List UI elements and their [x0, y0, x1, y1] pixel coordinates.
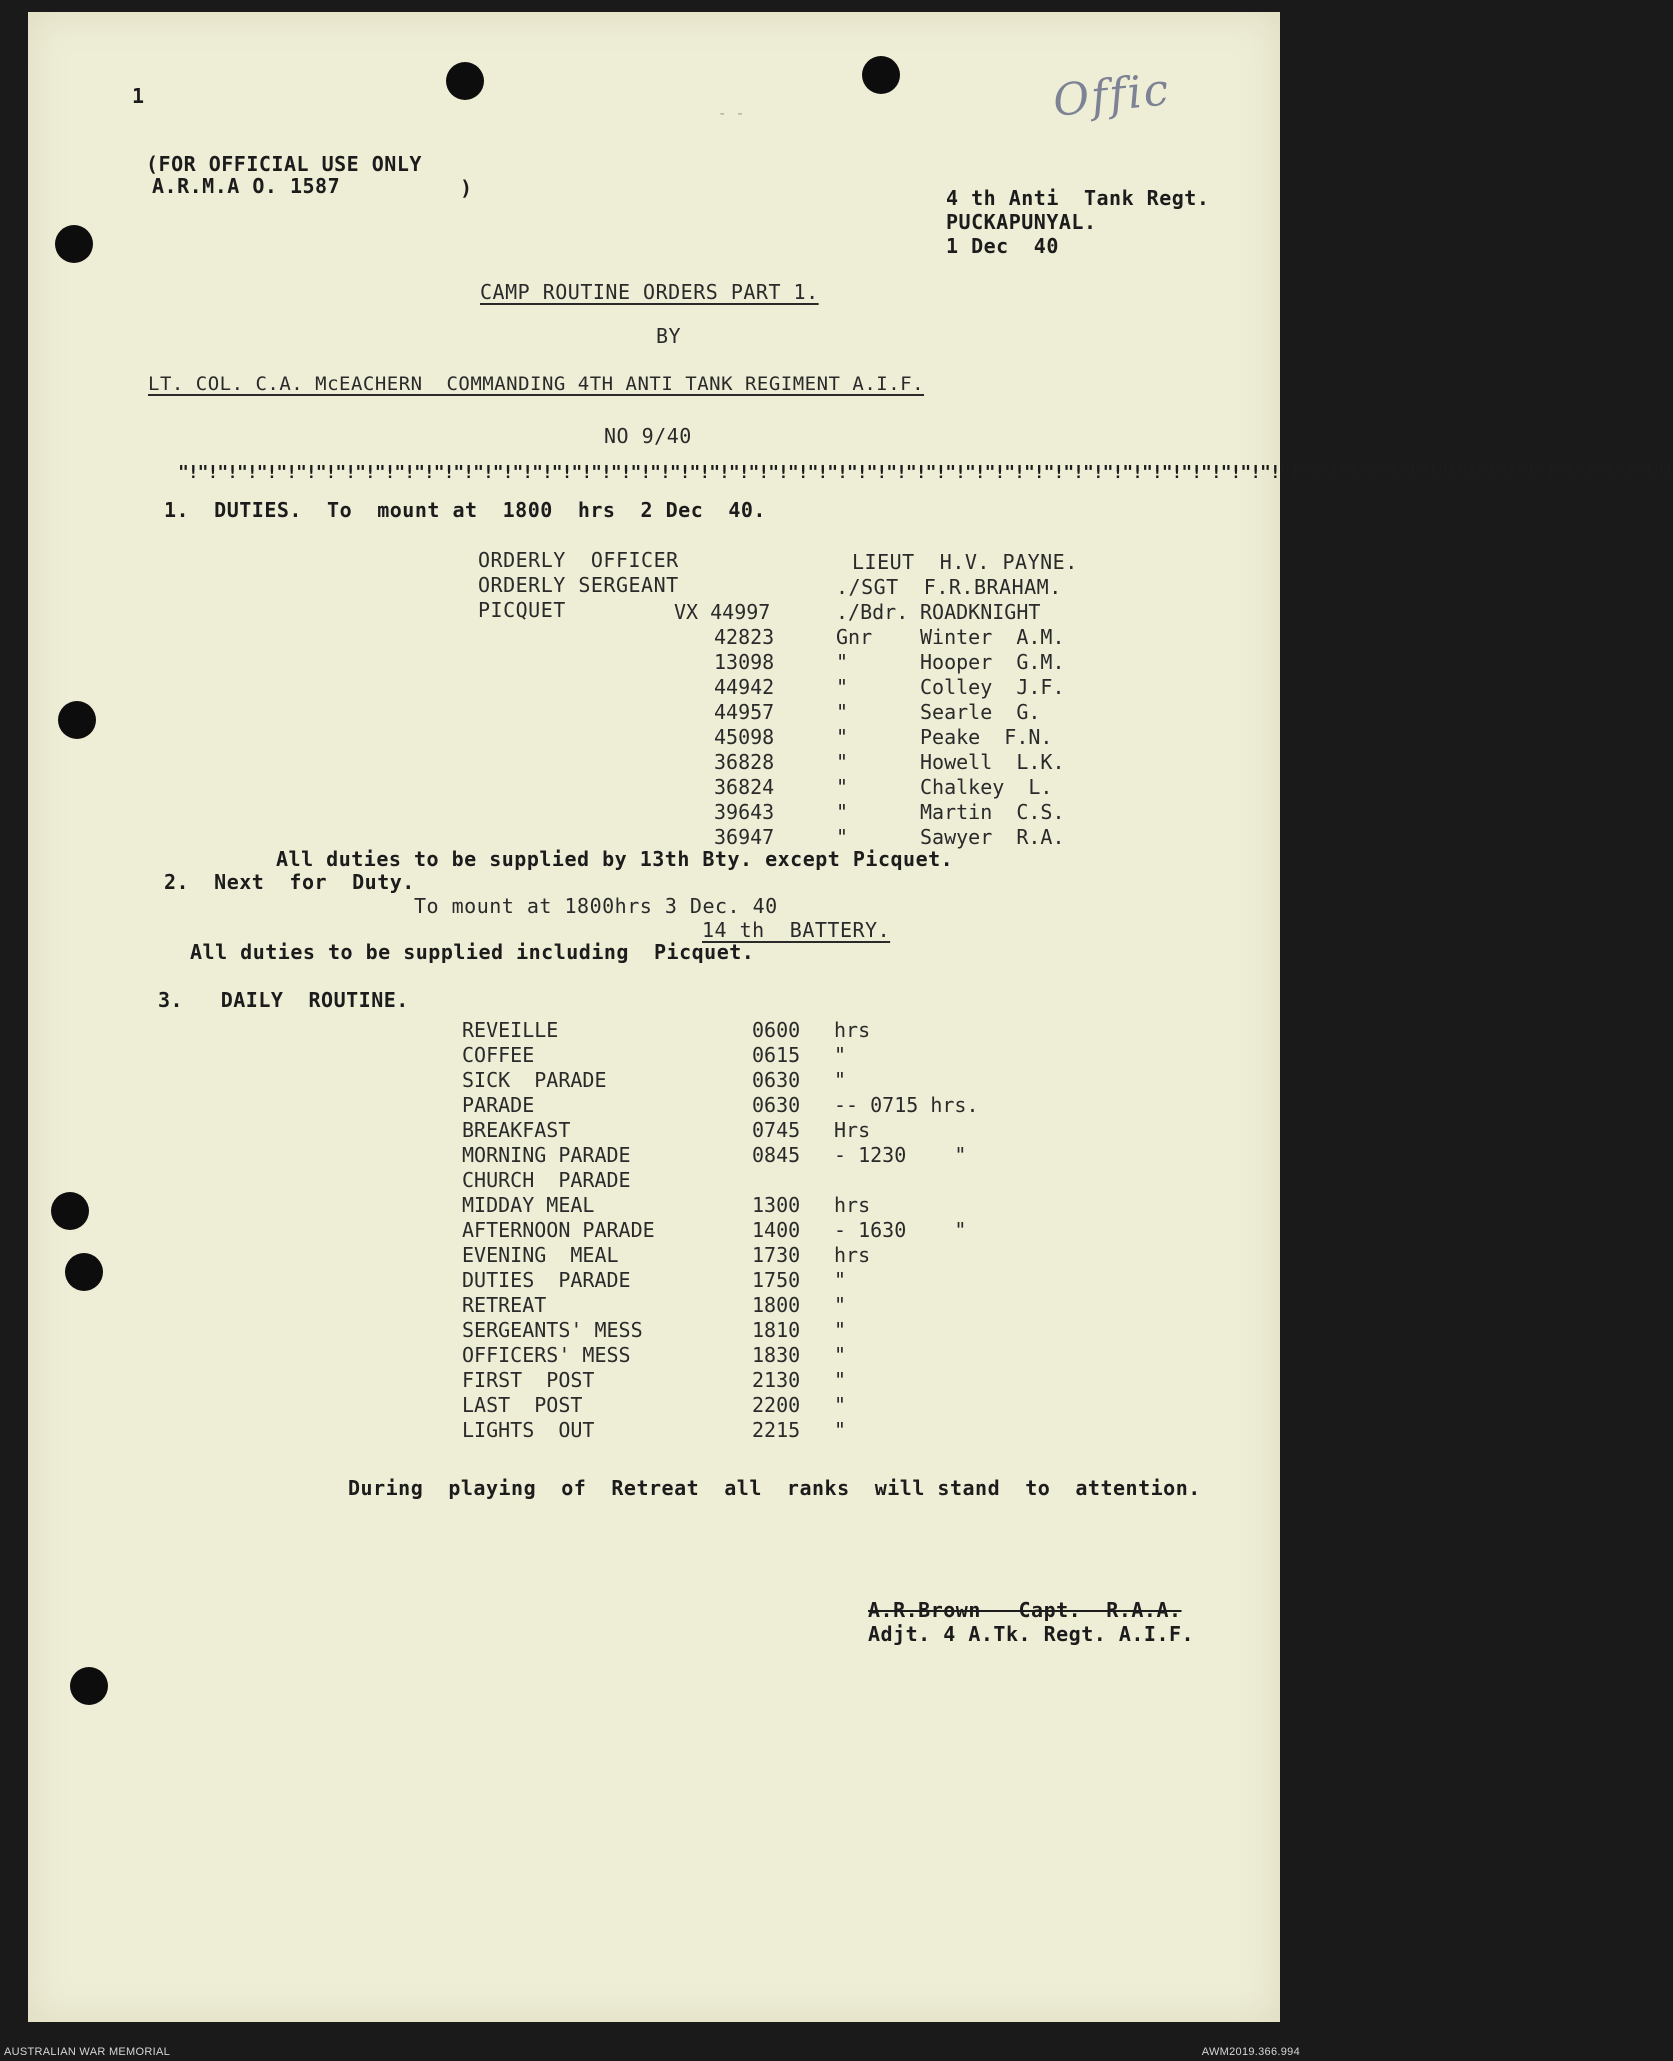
routine-time: 1830 — [752, 1343, 801, 1367]
picquet-rank: " — [836, 700, 849, 724]
item-2-note: All duties to be supplied including Picquet. — [190, 940, 755, 964]
routine-extra: " — [834, 1293, 847, 1317]
picquet-name: Searle G. — [920, 700, 1041, 724]
item-2-battery: 14 th BATTERY. — [702, 918, 891, 942]
retreat-note: During playing of Retreat all ranks will stand to attention. — [348, 1476, 1201, 1500]
picquet-rank: ./Bdr. — [836, 600, 909, 624]
routine-event: SICK PARADE — [462, 1068, 607, 1092]
routine-extra: hrs — [834, 1193, 871, 1217]
document-date: 1 Dec 40 — [946, 234, 1059, 258]
picquet-name: Howell L.K. — [920, 750, 1065, 774]
routine-row — [28, 1093, 1280, 1118]
routine-time: 0630 — [752, 1093, 801, 1117]
item-2-heading: 2. Next for Duty. — [164, 870, 415, 894]
picquet-table — [28, 600, 1280, 850]
routine-row — [28, 1218, 1280, 1243]
routine-time: 2130 — [752, 1368, 801, 1392]
picquet-number: 36824 — [714, 775, 775, 799]
routine-extra: hrs — [834, 1243, 871, 1267]
picquet-number: 36828 — [714, 750, 775, 774]
classification-close: ) — [460, 176, 473, 200]
routine-extra: " — [834, 1043, 847, 1067]
routine-time: 0600 — [752, 1018, 801, 1042]
faded-header: - - — [718, 106, 745, 122]
item-2-mount: To mount at 1800hrs 3 Dec. 40 — [414, 894, 778, 918]
routine-row — [28, 1268, 1280, 1293]
punch-hole — [862, 56, 900, 94]
routine-event: LAST POST — [462, 1393, 583, 1417]
routine-event: COFFEE — [462, 1043, 535, 1067]
routine-event: LIGHTS OUT — [462, 1418, 595, 1442]
classification-line-1: (FOR OFFICIAL USE ONLY — [146, 152, 422, 176]
routine-event: MORNING PARADE — [462, 1143, 631, 1167]
routine-time: 1400 — [752, 1218, 801, 1242]
footer-institution: AUSTRALIAN WAR MEMORIAL — [4, 2046, 171, 2058]
picquet-row — [28, 600, 1280, 625]
routine-event: CHURCH PARADE — [462, 1168, 631, 1192]
routine-extra: " — [834, 1418, 847, 1442]
picquet-name: ROADKNIGHT — [920, 600, 1041, 624]
routine-event: SERGEANTS' MESS — [462, 1318, 643, 1342]
routine-event: REVEILLE — [462, 1018, 559, 1042]
item-3-heading: 3. DAILY ROUTINE. — [158, 988, 409, 1012]
routine-time: 1810 — [752, 1318, 801, 1342]
punch-hole — [55, 225, 93, 263]
commander-line: LT. COL. C.A. McEACHERN COMMANDING 4TH ANTI TANK REGIMENT A.I.F. — [148, 373, 925, 395]
routine-extra: " — [834, 1268, 847, 1292]
routine-row — [28, 1393, 1280, 1418]
routine-time: 1750 — [752, 1268, 801, 1292]
routine-row — [28, 1018, 1280, 1043]
classification-line-2: A.R.M.A O. 1587 — [152, 174, 341, 198]
picquet-rank: " — [836, 750, 849, 774]
routine-row — [28, 1343, 1280, 1368]
orderly-sergeant-label: ORDERLY SERGEANT — [478, 573, 679, 597]
corner-mark: 1 — [132, 84, 145, 108]
routine-row — [28, 1043, 1280, 1068]
signature-name: A.R.Brown Capt. R.A.A. — [868, 1598, 1182, 1622]
picquet-row — [28, 650, 1280, 675]
picquet-row — [28, 725, 1280, 750]
document-title: CAMP ROUTINE ORDERS PART 1. — [480, 280, 819, 304]
picquet-label: PICQUET — [478, 598, 566, 622]
item-1-note: All duties to be supplied by 13th Bty. except Picquet. — [276, 847, 954, 871]
picquet-name: Colley J.F. — [920, 675, 1065, 699]
picquet-number: 45098 — [714, 725, 775, 749]
picquet-rank: " — [836, 800, 849, 824]
picquet-rank: " — [836, 775, 849, 799]
routine-extra: - 1630 " — [834, 1218, 967, 1242]
picquet-row — [28, 800, 1280, 825]
routine-event: FIRST POST — [462, 1368, 595, 1392]
order-number: NO 9/40 — [604, 424, 692, 448]
routine-extra: " — [834, 1068, 847, 1092]
routine-row — [28, 1168, 1280, 1193]
routine-extra: " — [834, 1343, 847, 1367]
routine-event: MIDDAY MEAL — [462, 1193, 595, 1217]
picquet-number: 36947 — [714, 825, 775, 849]
item-1-heading: 1. DUTIES. To mount at 1800 hrs 2 Dec 40. — [164, 498, 766, 522]
routine-extra: - 1230 " — [834, 1143, 967, 1167]
picquet-name: Sawyer R.A. — [920, 825, 1065, 849]
routine-extra: " — [834, 1318, 847, 1342]
routine-row — [28, 1193, 1280, 1218]
picquet-number: 44942 — [714, 675, 775, 699]
picquet-row — [28, 775, 1280, 800]
unit-name: 4 th Anti Tank Regt. — [946, 186, 1210, 210]
handwritten-note: Offic — [1050, 64, 1173, 127]
routine-time: 2215 — [752, 1418, 801, 1442]
signature-title: Adjt. 4 A.Tk. Regt. A.I.F. — [868, 1622, 1195, 1646]
routine-time: 1300 — [752, 1193, 801, 1217]
routine-extra: hrs — [834, 1018, 871, 1042]
routine-extra: " — [834, 1393, 847, 1417]
document-page — [28, 12, 1673, 2022]
routine-extra: -- 0715 hrs. — [834, 1093, 979, 1117]
routine-time: 1730 — [752, 1243, 801, 1267]
routine-extra: " — [834, 1368, 847, 1392]
routine-row — [28, 1118, 1280, 1143]
routine-event: OFFICERS' MESS — [462, 1343, 631, 1367]
punch-hole — [446, 62, 484, 100]
picquet-number: 39643 — [714, 800, 775, 824]
picquet-rank: Gnr — [836, 625, 873, 649]
punch-hole — [70, 1667, 108, 1705]
picquet-rank: " — [836, 725, 849, 749]
by-line: BY — [656, 324, 682, 348]
routine-row — [28, 1318, 1280, 1343]
routine-time: 1800 — [752, 1293, 801, 1317]
routine-time: 0745 — [752, 1118, 801, 1142]
routine-event: PARADE — [462, 1093, 535, 1117]
picquet-number: 42823 — [714, 625, 775, 649]
picquet-name: Peake F.N. — [920, 725, 1053, 749]
routine-event: RETREAT — [462, 1293, 547, 1317]
picquet-name: Winter A.M. — [920, 625, 1065, 649]
unit-location: PUCKAPUNYAL. — [946, 210, 1097, 234]
routine-time: 2200 — [752, 1393, 801, 1417]
picquet-rank: " — [836, 650, 849, 674]
routine-row — [28, 1418, 1280, 1443]
picquet-rank: " — [836, 825, 849, 849]
orderly-officer-name: LIEUT H.V. PAYNE. — [852, 550, 1078, 574]
picquet-row — [28, 750, 1280, 775]
picquet-row — [28, 700, 1280, 725]
routine-event: AFTERNOON PARADE — [462, 1218, 655, 1242]
picquet-number: VX 44997 — [674, 600, 771, 624]
routine-row — [28, 1243, 1280, 1268]
picquet-number: 13098 — [714, 650, 775, 674]
picquet-name: Chalkey L. — [920, 775, 1053, 799]
routine-time: 0615 — [752, 1043, 801, 1067]
picquet-name: Hooper G.M. — [920, 650, 1065, 674]
routine-time: 0845 — [752, 1143, 801, 1167]
routine-extra: Hrs — [834, 1118, 871, 1142]
routine-row — [28, 1068, 1280, 1093]
routine-event: EVENING MEAL — [462, 1243, 619, 1267]
picquet-row — [28, 625, 1280, 650]
routine-event: BREAKFAST — [462, 1118, 571, 1142]
picquet-rank: " — [836, 675, 849, 699]
routine-row — [28, 1368, 1280, 1393]
picquet-row — [28, 675, 1280, 700]
routine-time: 0630 — [752, 1068, 801, 1092]
picquet-number: 44957 — [714, 700, 775, 724]
footer-catalog-id: AWM2019.366.994 — [1201, 2046, 1300, 2058]
daily-routine-table — [28, 1018, 1280, 1443]
routine-event: DUTIES PARADE — [462, 1268, 631, 1292]
routine-row — [28, 1293, 1280, 1318]
picquet-name: Martin C.S. — [920, 800, 1065, 824]
orderly-officer-label: ORDERLY OFFICER — [478, 548, 679, 572]
orderly-sergeant-name: ./SGT F.R.BRAHAM. — [836, 575, 1062, 599]
separator-line: "!"!"!"!"!"!"!"!"!"!"!"!"!"!"!"!"!"!"!"!"!"!"!"!"!"!"!"!"!"!"!"!"!"!"!"!"!"!"!"!"!"!"!"!"!"!"!"!"!"!"!"!"!"!"!"!"!"!"!"!"!"!"!"!"!"!"!"!"!"!"!"!"!"!"!"! — [178, 462, 1673, 483]
routine-row — [28, 1143, 1280, 1168]
